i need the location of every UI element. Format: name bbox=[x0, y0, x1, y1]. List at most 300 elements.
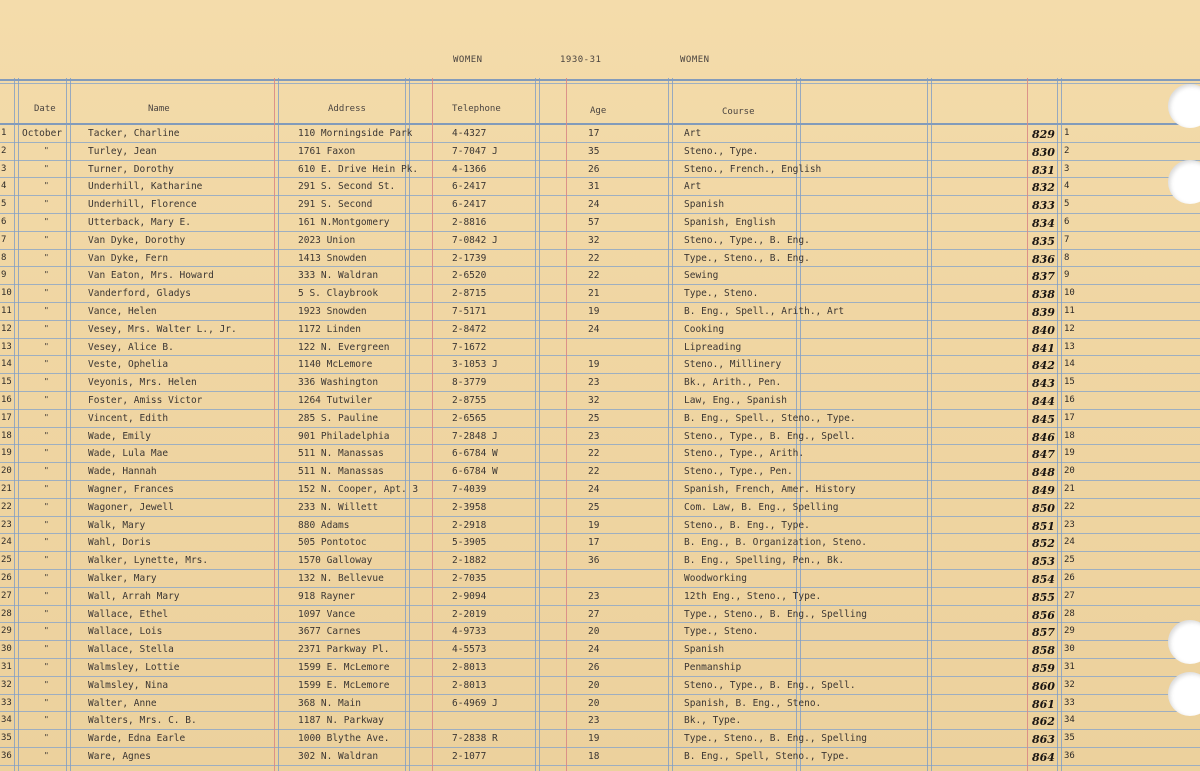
telephone-cell: 2-8816 bbox=[452, 217, 487, 228]
col-header-date: Date bbox=[34, 104, 56, 114]
course-cell: Steno., Type., B. Eng., Spell. bbox=[684, 430, 856, 442]
date-ditto: " bbox=[44, 501, 49, 511]
line-number: 24 bbox=[1064, 537, 1075, 548]
record-number: 829 bbox=[1032, 128, 1055, 141]
telephone-cell: 2-6565 bbox=[452, 412, 487, 424]
col-header-age: Age bbox=[590, 106, 607, 116]
page-header-center: 1930-31 bbox=[560, 55, 602, 65]
line-number: 19 bbox=[1064, 448, 1075, 459]
course-cell: Type., Steno. bbox=[684, 626, 759, 638]
line-number: 25 bbox=[1064, 555, 1075, 566]
telephone-cell: 8-3779 bbox=[452, 377, 487, 389]
course-cell: B. Eng., Spell., Steno., Type. bbox=[684, 412, 856, 424]
name-cell: Walmsley, Nina bbox=[88, 679, 169, 691]
table-row bbox=[0, 178, 1070, 196]
date-ditto: " bbox=[44, 377, 49, 387]
line-number: 21 bbox=[1064, 484, 1075, 494]
page-header-right: WOMEN bbox=[680, 55, 710, 65]
date-ditto: " bbox=[44, 608, 49, 618]
address-cell: 511 N. Manassas bbox=[298, 448, 384, 460]
row-number: 22 bbox=[1, 501, 12, 512]
course-cell: Steno., B. Eng., Type. bbox=[684, 519, 810, 531]
line-number: 29 bbox=[1064, 626, 1075, 637]
line-number: 14 bbox=[1064, 359, 1075, 370]
age-cell: 22 bbox=[588, 252, 600, 264]
telephone-cell: 6-6784 W bbox=[452, 466, 498, 478]
address-cell: 5 S. Claybrook bbox=[298, 288, 379, 300]
table-row bbox=[0, 321, 1075, 339]
telephone-cell: 2-3958 bbox=[452, 501, 487, 513]
row-number: 5 bbox=[1, 199, 7, 210]
age-cell: 19 bbox=[588, 519, 600, 531]
course-cell: Steno., Millinery bbox=[684, 359, 782, 371]
record-number: 852 bbox=[1032, 537, 1055, 551]
age-cell: 19 bbox=[588, 733, 600, 745]
date-ditto: " bbox=[44, 484, 49, 493]
age-cell: 17 bbox=[588, 537, 600, 549]
row-number: 2 bbox=[1, 145, 7, 156]
course-cell: Steno., Type., B. Eng. bbox=[684, 234, 810, 246]
course-cell: Type., Steno., B. Eng. bbox=[684, 252, 810, 264]
date-ditto: " bbox=[44, 662, 49, 671]
record-number: 838 bbox=[1032, 288, 1055, 302]
table-row bbox=[0, 748, 1075, 766]
row-number: 10 bbox=[1, 288, 12, 299]
age-cell: 32 bbox=[588, 234, 600, 246]
age-cell: 23 bbox=[588, 377, 600, 389]
name-cell: Wagner, Frances bbox=[88, 484, 174, 495]
date-ditto: " bbox=[44, 590, 49, 600]
date-ditto: " bbox=[44, 430, 49, 440]
age-cell: 23 bbox=[588, 715, 600, 727]
rule-top-2 bbox=[0, 83, 1200, 84]
name-cell: Vincent, Edith bbox=[88, 412, 169, 424]
line-number: 11 bbox=[1064, 306, 1075, 316]
course-cell: B. Eng., Spelling, Pen., Bk. bbox=[684, 555, 845, 567]
line-number: 12 bbox=[1064, 323, 1075, 334]
line-number: 17 bbox=[1064, 412, 1075, 423]
table-row bbox=[0, 481, 1075, 499]
age-cell: 18 bbox=[588, 751, 600, 762]
table-row bbox=[0, 606, 1075, 624]
course-cell: B. Eng., Spell, Steno., Type. bbox=[684, 751, 850, 762]
address-cell: 880 Adams bbox=[298, 519, 350, 531]
line-number: 13 bbox=[1064, 341, 1075, 352]
name-cell: Wade, Emily bbox=[88, 430, 151, 442]
name-cell: Underhill, Katharine bbox=[88, 181, 203, 193]
table-row bbox=[0, 445, 1075, 463]
line-number: 6 bbox=[1064, 217, 1070, 227]
row-number: 18 bbox=[1, 430, 12, 441]
record-number: 844 bbox=[1032, 395, 1055, 408]
address-cell: 1264 Tutwiler bbox=[298, 395, 373, 406]
date-ditto: " bbox=[44, 412, 49, 422]
course-cell: B. Eng., Spell., Arith., Art bbox=[684, 306, 845, 317]
age-cell: 20 bbox=[588, 679, 600, 691]
date-ditto: " bbox=[44, 181, 49, 191]
row-number: 9 bbox=[1, 270, 7, 281]
table-row bbox=[0, 392, 1075, 410]
age-cell: 36 bbox=[588, 555, 600, 567]
row-number: 30 bbox=[1, 644, 12, 655]
address-cell: 333 N. Waldran bbox=[298, 270, 379, 282]
table-row bbox=[0, 623, 1075, 641]
telephone-cell: 4-5573 bbox=[452, 644, 487, 656]
line-number: 23 bbox=[1064, 519, 1075, 530]
address-cell: 2023 Union bbox=[298, 234, 356, 246]
record-number: 845 bbox=[1032, 412, 1055, 426]
record-number: 843 bbox=[1032, 377, 1055, 391]
col-header-course: Course bbox=[722, 107, 755, 117]
table-row bbox=[0, 303, 1075, 321]
record-number: 855 bbox=[1032, 590, 1055, 604]
date-ditto: " bbox=[44, 341, 49, 351]
row-number: 23 bbox=[1, 519, 12, 530]
table-row bbox=[0, 214, 1070, 232]
row-number: 28 bbox=[1, 608, 12, 619]
date-ditto: " bbox=[44, 252, 49, 262]
name-cell: Vance, Helen bbox=[88, 306, 157, 317]
table-row bbox=[0, 232, 1070, 250]
name-cell: Wahl, Doris bbox=[88, 537, 151, 549]
name-cell: Walk, Mary bbox=[88, 519, 146, 531]
line-number: 22 bbox=[1064, 501, 1075, 512]
row-number: 24 bbox=[1, 537, 12, 548]
line-number: 30 bbox=[1064, 644, 1075, 655]
line-number: 27 bbox=[1064, 590, 1075, 601]
line-number: 10 bbox=[1064, 288, 1075, 299]
rule-top bbox=[0, 79, 1200, 81]
address-cell: 1599 E. McLemore bbox=[298, 662, 390, 673]
name-cell: Underhill, Florence bbox=[88, 199, 197, 211]
row-number: 33 bbox=[1, 697, 12, 708]
record-number: 849 bbox=[1032, 484, 1055, 497]
address-cell: 1187 N. Parkway bbox=[298, 715, 384, 727]
address-cell: 1172 Linden bbox=[298, 323, 361, 335]
age-cell: 25 bbox=[588, 501, 600, 513]
course-cell: Penmanship bbox=[684, 662, 742, 673]
telephone-cell: 2-8013 bbox=[452, 679, 487, 691]
name-cell: Turner, Dorothy bbox=[88, 163, 174, 175]
address-cell: 1000 Blythe Ave. bbox=[298, 733, 390, 745]
name-cell: Vesey, Alice B. bbox=[88, 341, 174, 353]
telephone-cell: 3-1053 J bbox=[452, 359, 498, 371]
age-cell: 31 bbox=[588, 181, 600, 193]
address-cell: 1761 Faxon bbox=[298, 145, 356, 157]
table-row bbox=[0, 534, 1075, 552]
course-cell: Spanish, French, Amer. History bbox=[684, 484, 856, 495]
table-row bbox=[0, 356, 1075, 374]
name-cell: Wade, Hannah bbox=[88, 466, 157, 478]
row-number: 8 bbox=[1, 252, 7, 263]
line-number: 4 bbox=[1064, 181, 1070, 192]
telephone-cell: 4-4327 bbox=[452, 128, 487, 139]
record-number: 847 bbox=[1032, 448, 1055, 462]
row-number: 31 bbox=[1, 662, 12, 672]
telephone-cell: 2-7035 bbox=[452, 573, 487, 584]
date-ditto: " bbox=[44, 270, 49, 280]
table-row bbox=[0, 410, 1075, 428]
course-cell: Bk., Type. bbox=[684, 715, 742, 727]
name-cell: Van Eaton, Mrs. Howard bbox=[88, 270, 214, 282]
name-cell: Wall, Arrah Mary bbox=[88, 590, 180, 602]
line-number: 28 bbox=[1064, 608, 1075, 619]
table-row bbox=[0, 374, 1075, 392]
row-number: 29 bbox=[1, 626, 12, 637]
line-number: 34 bbox=[1064, 715, 1075, 726]
age-cell: 26 bbox=[588, 662, 600, 673]
row-number: 12 bbox=[1, 323, 12, 334]
row-number: 36 bbox=[1, 751, 12, 761]
table-row bbox=[0, 285, 1075, 303]
record-number: 831 bbox=[1032, 163, 1055, 177]
course-cell: Type., Steno. bbox=[684, 288, 759, 300]
date-ditto: " bbox=[44, 751, 49, 760]
telephone-cell: 2-9094 bbox=[452, 590, 487, 602]
row-number: 32 bbox=[1, 679, 12, 690]
course-cell: Sewing bbox=[684, 270, 719, 282]
date-ditto: " bbox=[44, 217, 49, 226]
course-cell: Art bbox=[684, 128, 702, 139]
course-cell: Art bbox=[684, 181, 702, 193]
address-cell: 368 N. Main bbox=[298, 697, 361, 709]
row-number: 26 bbox=[1, 573, 12, 583]
address-cell: 2371 Parkway Pl. bbox=[298, 644, 390, 656]
telephone-cell: 4-9733 bbox=[452, 626, 487, 638]
address-cell: 3677 Carnes bbox=[298, 626, 361, 638]
address-cell: 161 N.Montgomery bbox=[298, 217, 390, 228]
record-number: 846 bbox=[1032, 430, 1055, 444]
date-ditto: " bbox=[44, 644, 49, 654]
address-cell: 291 S. Second St. bbox=[298, 181, 396, 193]
row-number: 4 bbox=[1, 181, 7, 192]
telephone-cell: 7-2848 J bbox=[452, 430, 498, 442]
course-cell: Bk., Arith., Pen. bbox=[684, 377, 782, 389]
table-row bbox=[0, 695, 1075, 713]
record-number: 830 bbox=[1032, 145, 1055, 159]
col-header-name: Name bbox=[148, 104, 170, 114]
address-cell: 1097 Vance bbox=[298, 608, 356, 620]
age-cell: 22 bbox=[588, 448, 600, 460]
record-number: 854 bbox=[1032, 573, 1055, 586]
line-number: 35 bbox=[1064, 733, 1075, 744]
name-cell: Veyonis, Mrs. Helen bbox=[88, 377, 197, 389]
name-cell: Veste, Ophelia bbox=[88, 359, 169, 371]
table-row bbox=[0, 552, 1075, 570]
line-number: 15 bbox=[1064, 377, 1075, 388]
row-number: 13 bbox=[1, 341, 12, 352]
age-cell: 35 bbox=[588, 145, 600, 157]
address-cell: 302 N. Waldran bbox=[298, 751, 379, 762]
name-cell: Wade, Lula Mae bbox=[88, 448, 169, 460]
address-cell: 233 N. Willett bbox=[298, 501, 379, 513]
telephone-cell: 7-2838 R bbox=[452, 733, 498, 745]
record-number: 832 bbox=[1032, 181, 1055, 195]
course-cell: Steno., Type., Pen. bbox=[684, 466, 793, 478]
record-number: 833 bbox=[1032, 199, 1055, 213]
age-cell: 17 bbox=[588, 128, 600, 139]
record-number: 848 bbox=[1032, 466, 1055, 480]
telephone-cell: 2-1882 bbox=[452, 555, 487, 567]
table-row bbox=[0, 428, 1075, 446]
name-cell: Foster, Amiss Victor bbox=[88, 395, 203, 406]
line-number: 7 bbox=[1064, 234, 1070, 245]
address-cell: 336 Washington bbox=[298, 377, 379, 389]
col-header-telephone: Telephone bbox=[452, 104, 501, 114]
record-number: 861 bbox=[1032, 697, 1055, 711]
table-row bbox=[0, 196, 1070, 214]
date-ditto: " bbox=[44, 697, 49, 707]
date-ditto: " bbox=[44, 323, 49, 333]
record-number: 856 bbox=[1032, 608, 1055, 622]
record-number: 842 bbox=[1032, 359, 1055, 373]
address-cell: 1923 Snowden bbox=[298, 306, 367, 317]
name-cell: Warde, Edna Earle bbox=[88, 733, 186, 745]
telephone-cell: 6-6784 W bbox=[452, 448, 498, 460]
name-cell: Van Dyke, Dorothy bbox=[88, 234, 186, 246]
course-cell: Steno., Type., B. Eng., Spell. bbox=[684, 679, 856, 691]
name-cell: Walker, Mary bbox=[88, 573, 157, 584]
record-number: 850 bbox=[1032, 501, 1055, 515]
row-number: 3 bbox=[1, 163, 7, 174]
date-ditto: " bbox=[44, 733, 49, 743]
age-cell: 27 bbox=[588, 608, 600, 620]
line-number: 3 bbox=[1064, 163, 1070, 174]
address-cell: 511 N. Manassas bbox=[298, 466, 384, 478]
telephone-cell: 2-8013 bbox=[452, 662, 487, 673]
course-cell: B. Eng., B. Organization, Steno. bbox=[684, 537, 868, 549]
binder-hole bbox=[1168, 672, 1200, 716]
line-number: 18 bbox=[1064, 430, 1075, 441]
record-number: 836 bbox=[1032, 252, 1055, 266]
course-cell: Woodworking bbox=[684, 573, 747, 584]
date-ditto: " bbox=[44, 519, 49, 529]
row-number: 6 bbox=[1, 217, 7, 227]
address-cell: 110 Morningside Park bbox=[298, 128, 413, 139]
row-number: 34 bbox=[1, 715, 12, 726]
binder-hole bbox=[1168, 84, 1200, 128]
table-row bbox=[0, 570, 1075, 588]
page-header-left: WOMEN bbox=[453, 55, 483, 65]
telephone-cell: 5-3905 bbox=[452, 537, 487, 549]
age-cell: 24 bbox=[588, 199, 600, 211]
address-cell: 610 E. Drive Hein Pk. bbox=[298, 163, 419, 175]
table-row bbox=[0, 517, 1075, 535]
vrule bbox=[1061, 78, 1062, 771]
row-number: 21 bbox=[1, 484, 12, 494]
age-cell: 57 bbox=[588, 217, 600, 228]
telephone-cell: 2-1077 bbox=[452, 751, 487, 762]
name-cell: Turley, Jean bbox=[88, 145, 157, 157]
table-row bbox=[0, 339, 1075, 357]
age-cell: 19 bbox=[588, 359, 600, 371]
telephone-cell: 7-7047 J bbox=[452, 145, 498, 157]
date-ditto: " bbox=[44, 234, 49, 244]
name-cell: Van Dyke, Fern bbox=[88, 252, 169, 264]
record-number: 859 bbox=[1032, 662, 1055, 675]
date-ditto: " bbox=[44, 555, 49, 565]
line-number: 1 bbox=[1064, 128, 1070, 138]
age-cell: 20 bbox=[588, 626, 600, 638]
record-number: 858 bbox=[1032, 644, 1055, 658]
course-cell: Type., Steno., B. Eng., Spelling bbox=[684, 733, 868, 745]
date-ditto: " bbox=[44, 466, 49, 476]
name-cell: Wallace, Lois bbox=[88, 626, 163, 638]
address-cell: 918 Rayner bbox=[298, 590, 356, 602]
telephone-cell: 2-6520 bbox=[452, 270, 487, 282]
course-cell: Spanish, English bbox=[684, 217, 776, 228]
course-cell: Spanish, B. Eng., Steno. bbox=[684, 697, 822, 709]
name-cell: Walmsley, Lottie bbox=[88, 662, 180, 673]
line-number: 8 bbox=[1064, 252, 1070, 263]
address-cell: 291 S. Second bbox=[298, 199, 373, 211]
record-number: 860 bbox=[1032, 679, 1055, 693]
line-number: 20 bbox=[1064, 466, 1075, 477]
table-row bbox=[0, 143, 1070, 161]
course-cell: Cooking bbox=[684, 323, 725, 335]
date-ditto: " bbox=[44, 573, 49, 582]
telephone-cell: 2-1739 bbox=[452, 252, 487, 264]
address-cell: 1570 Galloway bbox=[298, 555, 373, 567]
age-cell: 22 bbox=[588, 466, 600, 478]
course-cell: Steno., French., English bbox=[684, 163, 822, 175]
record-number: 840 bbox=[1032, 323, 1055, 337]
date-ditto: " bbox=[44, 199, 49, 209]
telephone-cell: 4-1366 bbox=[452, 163, 487, 175]
course-cell: Steno., Type., Arith. bbox=[684, 448, 805, 460]
col-header-address: Address bbox=[328, 104, 366, 114]
telephone-cell: 7-4039 bbox=[452, 484, 487, 495]
record-number: 864 bbox=[1032, 751, 1055, 764]
address-cell: 901 Philadelphia bbox=[298, 430, 390, 442]
table-row bbox=[0, 588, 1075, 606]
record-number: 841 bbox=[1032, 341, 1055, 355]
telephone-cell: 7-1672 bbox=[452, 341, 487, 353]
table-row bbox=[0, 267, 1070, 285]
course-cell: 12th Eng., Steno., Type. bbox=[684, 590, 822, 602]
table-row bbox=[0, 712, 1075, 730]
telephone-cell: 7-5171 bbox=[452, 306, 487, 317]
age-cell: 23 bbox=[588, 590, 600, 602]
record-number: 834 bbox=[1032, 217, 1055, 230]
age-cell: 24 bbox=[588, 644, 600, 656]
row-number: 1 bbox=[1, 128, 7, 138]
table-row bbox=[0, 250, 1070, 268]
record-number: 857 bbox=[1032, 626, 1055, 640]
row-number: 27 bbox=[1, 590, 12, 601]
age-cell: 25 bbox=[588, 412, 600, 424]
line-number: 36 bbox=[1064, 751, 1075, 761]
row-number: 7 bbox=[1, 234, 7, 245]
date-ditto: " bbox=[44, 626, 49, 636]
row-number: 16 bbox=[1, 395, 12, 405]
date-ditto: " bbox=[44, 163, 49, 173]
age-cell: 24 bbox=[588, 484, 600, 495]
table-row bbox=[0, 161, 1070, 179]
line-number: 2 bbox=[1064, 145, 1070, 156]
address-cell: 1413 Snowden bbox=[298, 252, 367, 264]
record-number: 837 bbox=[1032, 270, 1055, 284]
date-ditto: " bbox=[44, 288, 49, 298]
address-cell: 1599 E. McLemore bbox=[298, 679, 390, 691]
row-number: 25 bbox=[1, 555, 12, 566]
address-cell: 505 Pontotoc bbox=[298, 537, 367, 549]
age-cell: 19 bbox=[588, 306, 600, 317]
telephone-cell: 6-2417 bbox=[452, 181, 487, 193]
telephone-cell: 2-2019 bbox=[452, 608, 487, 620]
telephone-cell: 7-0842 J bbox=[452, 234, 498, 246]
age-cell: 26 bbox=[588, 163, 600, 175]
